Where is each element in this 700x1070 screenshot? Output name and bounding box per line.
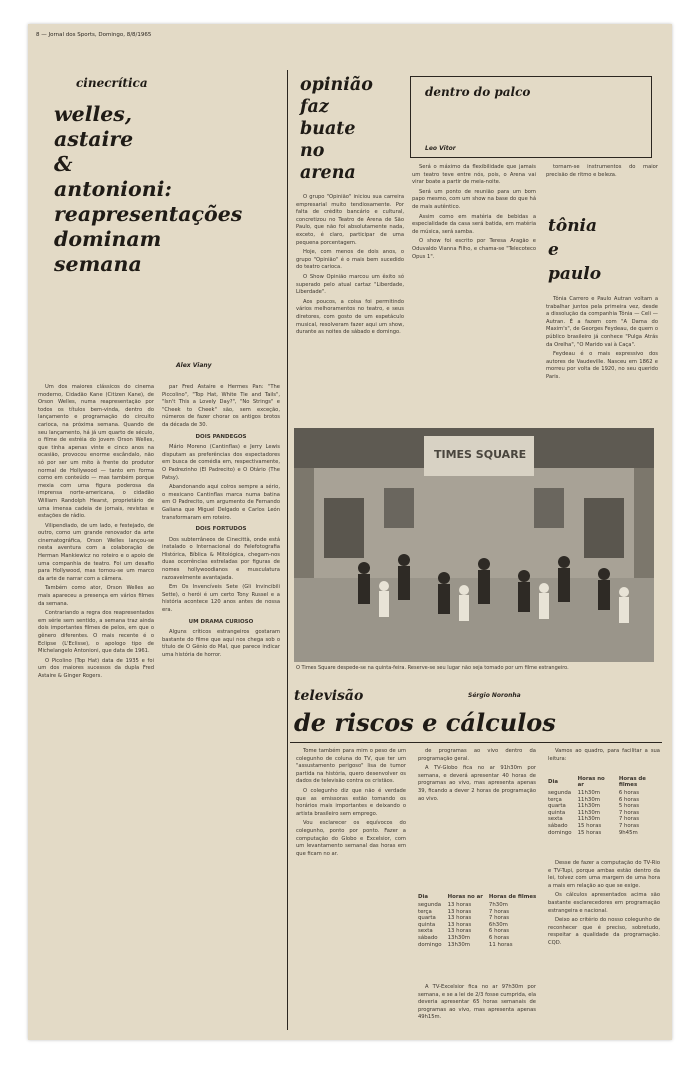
table-cell: 15 horas (577, 829, 602, 836)
tv-author: Sérgio Noronha (468, 692, 521, 699)
table-cell: quarta (548, 803, 566, 810)
dancers-photo (294, 428, 654, 662)
table-cell: 13 horas (447, 928, 472, 935)
column-title: dentro do palco (425, 85, 531, 99)
left-column-2: par Fred Astaire e Hermes Pan: "The Piccolino", "Top Hat, White Tie and Tails", "Isn't This a Lovely Day?", "No Strings" e "Cheek to Cheek" são, sem exceção, números de fazer chorar os antigos brotos da década de 30. DOIS PANDEGOS Mário Moreno (Cantinflas) e Jerry Lewis disputam as preferências dos espectadores em busca de comédia em, respectivamente, O Padrezinho (El Padrecito) e O Otário (The Patsy). Abandonando aqui colros sempre a sério, o mexicano Cantinflas marca numa batina em O Padrecito, um argumento de Fernando Galiana que Miguel Delgado e Carlos León transformaram em roteiro. DOIS FORTUDOS Dos subterrâneos de Cinecittà, onde está instalado o Internacional do Felefotografia Histórica, Bíblica & Mitológica, chegam-nos duas ocorrências estreladas por figuras de nomes hollywoodianos e musculatura razoavelmente avantajada. Em Os Invencíveis Sete (Gli Invincibili Sette), o herói é um certo Tony Russel e a história acontece 120 anos antes de nossa era. UM DRAMA CURIOSO Alguns críticos estrangeiros gostaram bastante do filme que aqui nos chega sob o título de O Gênio do Mal, que parece indicar uma história de horror. (162, 384, 280, 658)
page-header: 8 — Jornal dos Sports, Domingo, 8/8/1965 (36, 32, 152, 38)
table-row (418, 909, 542, 916)
table-row (548, 790, 672, 797)
byline: Alex Viany (176, 362, 212, 369)
table-row (418, 915, 542, 922)
table-cell: sexta (418, 928, 433, 935)
table-cell: quinta (548, 809, 566, 816)
table-cell: 6 horas (488, 934, 510, 941)
table-row (418, 902, 542, 909)
table-cell: domingo (548, 829, 572, 836)
table-cell: 11h30m (577, 803, 600, 810)
table-cell: segunda (548, 790, 572, 796)
table-row (548, 816, 672, 823)
table-row (418, 942, 542, 949)
tv-kicker: televisão (294, 688, 364, 704)
table-cell: domingo (418, 941, 442, 948)
table-cell: 5 horas (618, 803, 640, 810)
tv-table-2: Dia Horas no ar Horas de filmes segunda 11h30m 6 horas terça 11h30m 6 horas quarta 11h30m 5 horas quinta 11h30m 7 horas sexta 11h30m 7 horas sábado 15 horas 7 horas domingo 15 horas 9h45m (548, 776, 672, 836)
tv-column-2b: A TV-Excelsior fica no ar 97h30m por semana, e se a lei de 2/3 fosse cumprida, ela deveria apresentar 65 horas semanais de programas ao vivo, mas apresenta apenas 49h15m. (418, 984, 536, 1021)
tv-headline: de riscos e cálculos (294, 708, 556, 737)
table-cell: 11h30m (577, 796, 600, 803)
tv-column-2: de programas ao vivo dentro da programação geral. A TV-Globo fica no ar 91h30m por semana, e deverá apresentar 40 horas de programas ao vivo, mas apresenta apenas 39, ficando a dever 2 horas de programação ao vivo. (418, 748, 536, 802)
table-cell: 6 horas (488, 928, 510, 935)
newspaper-page (28, 24, 672, 1040)
main-headline: welles, astaire & antonioni: reapresentações dominam semana (54, 102, 243, 276)
svg-text:TIMES SQUARE: TIMES SQUARE (434, 448, 527, 461)
table-row (418, 928, 542, 935)
table-row (418, 935, 542, 942)
table-cell: 13 horas (447, 902, 472, 908)
table-cell: sábado (418, 934, 438, 941)
table-cell: 7 horas (488, 915, 510, 922)
table-cell: 7h30m (488, 902, 508, 908)
table-cell: 13 horas (447, 915, 472, 922)
table-cell: 6 horas (618, 796, 640, 803)
table-cell: 7 horas (618, 816, 640, 823)
table-cell: 11h30m (577, 816, 600, 823)
column-rule (287, 70, 288, 1030)
table-cell: 13 horas (447, 908, 472, 915)
column-header-box (410, 76, 652, 158)
section-kicker: cinecrítica (76, 76, 148, 90)
tv-rule (290, 742, 662, 743)
arena-headline: opinião faz buate no arena (300, 75, 373, 183)
table-cell: quinta (418, 921, 436, 928)
table-cell: 13h30m (447, 934, 470, 941)
table-cell: 11h30m (577, 809, 600, 816)
table-row (548, 823, 672, 830)
table-cell: segunda (418, 902, 442, 908)
column-author: Leo Vitor (425, 145, 456, 152)
table-cell: 7 horas (618, 809, 640, 816)
table-row (548, 830, 672, 837)
tv-table-1: Dia Horas no ar Horas de filmes segunda 13 horas 7h30m terça 13 horas 7 horas quarta 13 horas 7 horas quinta 13 horas 6h30m sexta 13 horas 6 horas sábado 13h30m 6 horas domingo 13h30m 11 horas (418, 894, 542, 948)
table-row (548, 797, 672, 804)
table-cell: 13h30m (447, 941, 470, 948)
table-cell: 11 horas (488, 941, 513, 948)
palco-column: Será o máximo da flexibilidade que jamais um teatro teve entre nós, pois, o Arena vai virar boate a partir de meia-noite. Será um ponto de reunião para um bom papo mesmo, com um show na base do que há de mais autêntico. Assim como em matéria de bebidas a especialidade da casa será batida, em matéria de música, será samba. O show foi escrito por Teresa Aragão e Oduvaldo Vianna Filho, e chama-se "Telecoteco Opus 1". (412, 164, 536, 260)
table-cell: 13 horas (447, 921, 472, 928)
table-cell: 9h45m (618, 829, 638, 836)
table-row (548, 810, 672, 817)
table-cell: 15 horas (577, 822, 602, 829)
tv-column-1: Tome também para mim o peso de um colegunho de coluna do TV, que ter um "assustamento perigoso" lisa de tumor partida na história, quero desenvolver os dados de televisão contra os cristãos. O colegunho diz que não é verdade que as emissoras estão tomando os horários mais importantes e deixando o artista brasileiro sem emprego. Vou esclarecer os equívocos do colegunho, ponto por ponto. Fazer a computação do Globo e Excelsior, com um levantamento semanal das horas em que ficam no ar. (296, 748, 406, 857)
palco-column-2: tornam-se instrumentos do maior precisão de ritmo e beleza. (546, 164, 658, 178)
table-cell: 6 horas (618, 790, 640, 796)
tv-column-3b: Desse de fazer a computação do TV-Rio e TV-Tupi, porque ambas estão dentro da lei, tolvez com uma margem de uma hora a mais em relação ao que se exige. Os cálculos apresentados acima são bastante esclarecedores em programação estrangeira e nacional. Deixo ao critério do nosso colegunho de reconhecer que é preciso, sobretudo, respeitar a qualidade da programação. CQD. (548, 860, 660, 946)
photo-caption: O Times Square despede-se na quinta-feira. Reserve-se seu lugar não seja tomado por um filme estrangeiro. (296, 665, 569, 671)
left-column-1: Um dos maiores clássicos do cinema moderno, Cidadão Kane (Citizen Kane), de Orson Welles, numa reapresentação por todos os títulos bem-vinda, dentro do lançamento e programação do circuito carioca, na próxima semana. Quando de seu lançamento, há já um quarto de século, o filme de estréia do jovem Orson Welles, que tinha apenas vinte e cinco anos na ocasião, provocou enorme escândalo, não só por ser um mito à frente do produtor normal de Hollywood — tanto em forma como em conteúdo — mas também porque mexia com uma figura poderosa da imprensa norte-americana, o cidadão William Randolph Hearst, proprietário de uma imensa cadeia de jornais, revistas e estações de rádio. Vilipendiado, de um lado, e festejado, de outro, como um grande renovador da arte cinematográfica, Orson Welles lançou-se nesta aventura com a colaboração de Herman Mankiewicz no roteiro e o apoio de uma companhia de teatro. Foi um desafio para Hollywood, mas tornou-se um marco da arte de narrar com a câmera. Também como ator, Orson Welles ao mais apareceu a presença em vários filmes da semana. Contrariando a regra dos reapresentados em série sem sentido, a semana traz ainda dois importantes filmes de pelos, em que o gênero diferentes. O mais recente é o Eclipse (L'Eclisse), o apologo tipo de Michelangelo Antonioni, que data de 1961. O Picolino (Top Hat) data de 1935 e foi um dos maiores sucessos da dupla Fred Astaire & Ginger Rogers. (38, 384, 154, 679)
table-cell: 7 horas (488, 908, 510, 915)
table-cell: 7 horas (618, 822, 640, 829)
table-cell: 11h30m (577, 790, 600, 796)
tonia-column: Tônia Carrero e Paulo Autran voltam a trabalhar juntos pela primeira vez, desde a dissolução da companhia Tônia — Celi — Autran. É a fazem com "A Dama do Maxim's", de Georges Feydeau, de quem o público brasileiro já conhece "Pulga Atrás da Orelha", "O Marido vai à Caça". Feydeau é o mais expressivo dos autores de Vaudeville. Nasceu em 1862 e morreu por volta de 1920, no seu querido Paris. (546, 296, 658, 380)
tv-column-3: Vamos ao quadro, para facilitar a sua leitura: (548, 748, 660, 762)
table-cell: sexta (548, 816, 563, 823)
stage-photo (294, 428, 654, 662)
tonia-headline: tônia e paulo (548, 216, 602, 284)
table-cell: 6h30m (488, 921, 508, 928)
table-cell: quarta (418, 915, 436, 922)
table-row (548, 803, 672, 810)
table-cell: sábado (548, 822, 568, 829)
table-row (418, 922, 542, 929)
table-cell: terça (418, 908, 432, 915)
table-cell: terça (548, 796, 562, 803)
arena-column: O grupo "Opinião" iniciou sua carreira empresarial muito tendiosamente. Por falta de crédito bancário e cultural, concretizou no Teatro de Arena de São Paulo, que não foi absolutamente nada, exceto, é claro, participar de uma pequena porcentagem. Hoje, com menos de dois anos, o grupo "Opinião" é o mais bem sucedido do teatro carioca. O Show Opinião marcou um êxito só superado pelo atual cartaz "Liberdade, Liberdade". Aos poucos, a coisa foi permitindo vários melhoramentos no teatro, e seus diretores, com gosto de um espetáculo musical, resolveram fazer aqui um show, durante as noites de sábado e domingo. (296, 194, 404, 336)
